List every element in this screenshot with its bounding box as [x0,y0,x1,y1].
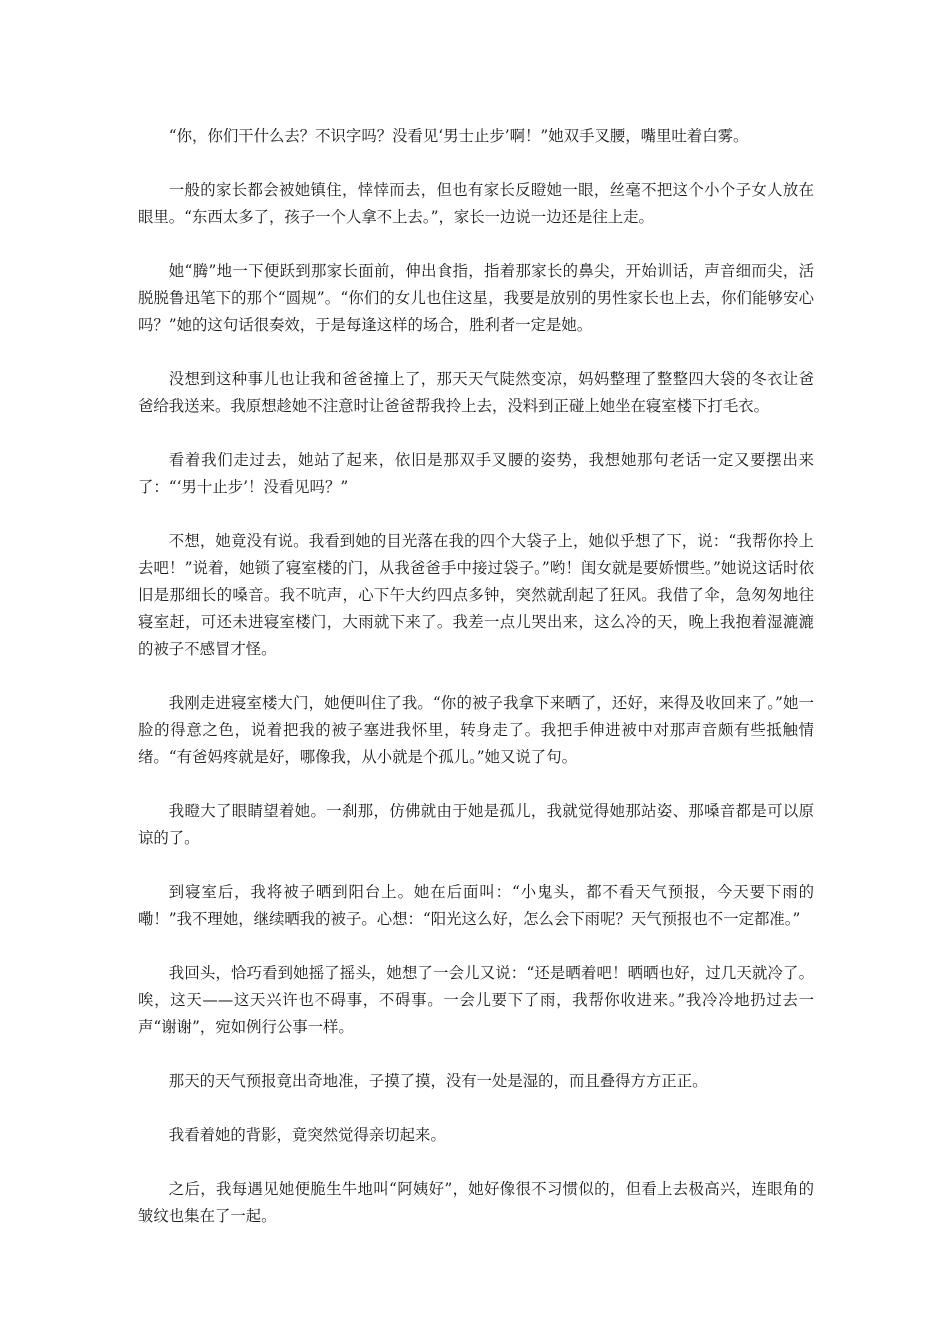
paragraph-2: 一般的家长都会被她镇住，悻悻而去，但也有家长反瞪她一眼，丝毫不把这个小个子女人放在眼里。“东西太多了，孩子一个人拿不上去。”，家长一边说一边还是往上走。 [138,181,814,226]
paragraph-5: 看着我们走过去，她站了起来，依旧是那双手叉腰的姿势，我想她那句老话一定又要摆出来了：“‘男十止步’！没看见吗？” [138,451,814,496]
paragraph-8: 我瞪大了眼睛望着她。一刹那，仿佛就由于她是孤儿，我就觉得她那站姿、那嗓音都是可以原谅的了。 [138,802,814,847]
paragraph-6: 不想，她竟没有说。我看到她的目光落在我的四个大袋子上，她似乎想了下，说：“我帮你拎上去吧！”说着，她锁了寝室楼的门，从我爸爸手中接过袋子。”哟！闺女就是要娇惯些。”她说这话时依旧是那细长的嗓音。我不吭声，心下午大约四点多钟，突然就刮起了狂风。我借了伞，急匆匆地往寝室赶，可还未进寝室楼门，大雨就下来了。我差一点儿哭出来，这么冷的天，晚上我抱着湿漉漉的被子不感冒才怪。 [138,532,814,658]
paragraph-4: 没想到这种事儿也让我和爸爸撞上了，那天天气陡然变凉，妈妈整理了整整四大袋的冬衣让爸爸给我送来。我原想趁她不注意时让爸爸帮我拎上去，没料到正碰上她坐在寝室楼下打毛衣。 [138,370,814,415]
paragraph-3: 她“腾”地一下便跃到那家长面前，伸出食指，指着那家长的鼻尖，开始训话，声音细而尖，活脱脱鲁迅笔下的那个“圆规”。“你们的女儿也住这星，我要是放别的男性家长也上去，你们能够安心吗？”她的这句话很奏效，于是每逢这样的场合，胜利者一定是她。 [138,262,814,334]
paragraph-10: 我回头，恰巧看到她摇了摇头，她想了一会儿又说：“还是晒着吧！晒晒也好，过几天就冷了。唉，这天——这天兴许也不碍事，不碍事。一会儿要下了雨，我帮你收进来。”我冷冷地扔过去一声“谢谢”，宛如例行公事一样。 [138,964,814,1036]
paragraph-1: “你，你们干什么去？不识字吗？没看见‘男士止步’啊！”她双手叉腰，嘴里吐着白雾。 [168,127,749,145]
paragraph-9: 到寝室后，我将被子晒到阳台上。她在后面叫：“小鬼头，都不看天气预报，今天要下雨的嘞！”我不理她，继续晒我的被子。心想：“阳光这么好，怎么会下雨呢？天气预报也不一定都准。” [138,883,814,928]
paragraph-11: 那天的天气预报竟出奇地准，子摸了摸，没有一处是湿的，而且叠得方方正正。 [168,1072,708,1090]
article-body [138,123,814,1257]
paragraph-7: 我刚走进寝室楼大门，她便叫住了我。“你的被子我拿下来晒了，还好，来得及收回来了。”她一脸的得意之色，说着把我的被子塞进我怀里，转身走了。我把手伸进被中对那声音颇有些抵触情绪。“有爸妈疼就是好，哪像我，从小就是个孤儿。”她又说了句。 [138,694,814,766]
paragraph-12: 我看着她的背影，竟突然觉得亲切起来。 [168,1126,446,1144]
paragraph-13: 之后，我每遇见她便脆生牛地叫“阿姨好”，她好像很不习惯似的，但看上去极高兴，连眼角的皱纹也集在了一起。 [138,1180,814,1225]
